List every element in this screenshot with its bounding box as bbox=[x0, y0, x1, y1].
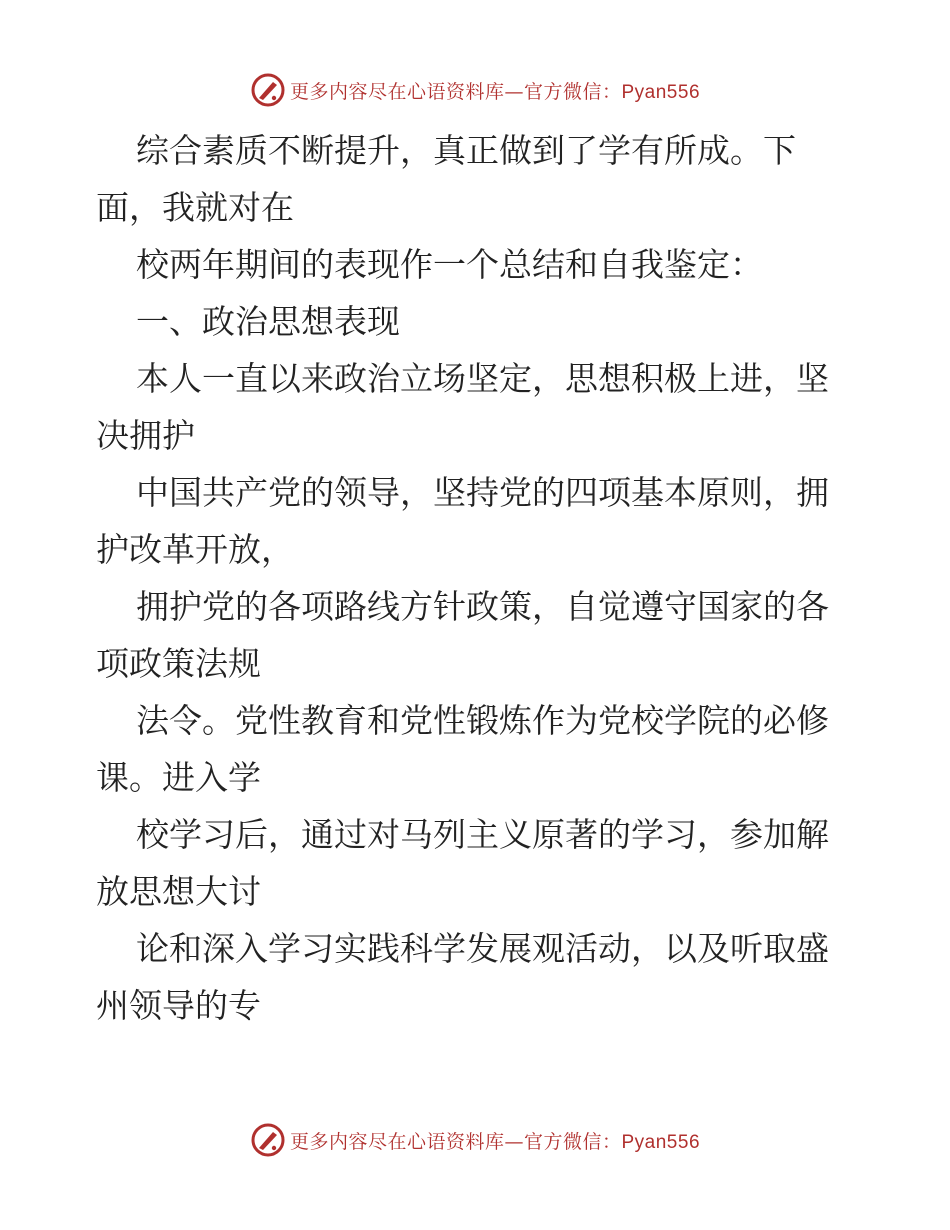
text-line: 本人一直以来政治立场坚定，思想积极上进，坚 bbox=[136, 359, 829, 398]
text-line: 拥护党的各项路线方针政策，自觉遵守国家的各 bbox=[136, 587, 829, 626]
pen-circle-logo-icon bbox=[250, 72, 286, 108]
header-watermark-text: 更多内容尽在心语资料库—官方微信： bbox=[289, 80, 622, 103]
text-line: 课。进入学 bbox=[96, 758, 261, 797]
text-line: 项政策法规 bbox=[96, 644, 261, 683]
text-line: 校两年期间的表现作一个总结和自我鉴定： bbox=[136, 245, 763, 284]
section-heading: 一、政治思想表现 bbox=[136, 302, 400, 341]
text-line: 校学习后，通过对马列主义原著的学习，参加解 bbox=[136, 815, 829, 854]
text-line: 中国共产党的领导，坚持党的四项基本原则，拥 bbox=[136, 473, 829, 512]
body-text bbox=[96, 122, 856, 1034]
text-line: 决拥护 bbox=[96, 416, 195, 455]
header-watermark-handle: Pyan556 bbox=[621, 81, 701, 103]
footer-watermark-text: 更多内容尽在心语资料库—官方微信： bbox=[289, 1130, 622, 1153]
text-line: 论和深入学习实践科学发展观活动，以及听取盛 bbox=[136, 929, 829, 968]
text-line: 护改革开放， bbox=[96, 530, 294, 569]
text-line: 放思想大讨 bbox=[96, 872, 261, 911]
header-watermark bbox=[0, 70, 950, 110]
text-line: 州领导的专 bbox=[96, 986, 261, 1025]
text-line: 法令。党性教育和党性锻炼作为党校学院的必修 bbox=[136, 701, 829, 740]
text-line: 面，我就对在 bbox=[96, 188, 294, 227]
footer-watermark-handle: Pyan556 bbox=[621, 1131, 701, 1153]
text-line: 综合素质不断提升，真正做到了学有所成。下 bbox=[136, 131, 796, 170]
pen-circle-logo-icon bbox=[250, 1122, 286, 1158]
footer-watermark bbox=[0, 1120, 950, 1160]
